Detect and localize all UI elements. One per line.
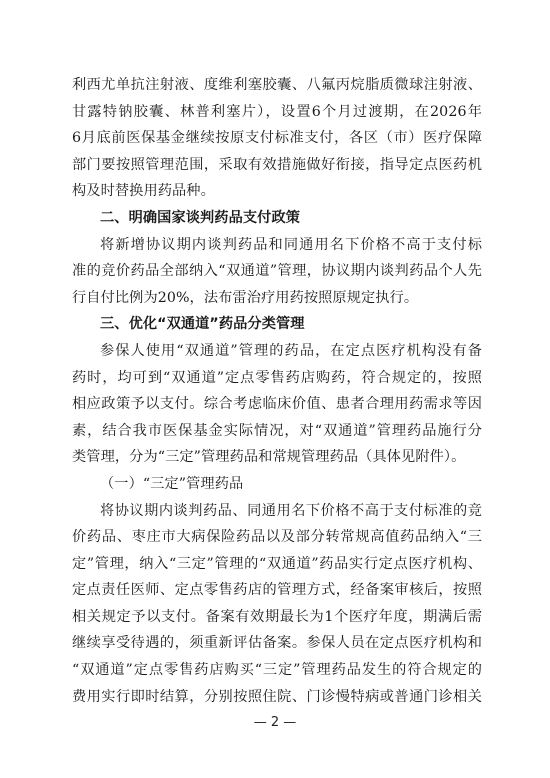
section-heading-3: 三、优化“双通道”药品分类管理: [100, 316, 305, 333]
body-line: 参保人使用“双通道”管理的药品，在定点医疗机构没有备: [100, 342, 482, 359]
body-line: 药时，均可到“双通道”定点零售药店购药，符合规定的，按照: [72, 369, 482, 386]
body-line: 准的竞价药品全部纳入“双通道”管理，协议期内谈判药品个人先: [72, 263, 482, 280]
body-line: 类管理，分为“三定”管理药品和常规管理药品（具体见附件）。: [72, 449, 466, 466]
section-heading-2: 二、明确国家谈判药品支付政策: [100, 209, 301, 226]
document-body: [72, 72, 482, 710]
body-line: 构及时替换用药品种。: [72, 183, 215, 200]
body-line: 定点责任医师、定点零售药店的管理方式，经备案审核后，按照: [72, 582, 482, 599]
body-line: 价药品、枣庄市大病保险药品以及部分转常规高值药品纳入“三: [72, 529, 482, 546]
body-line: 行自付比例为20%，法布雷治疗用药按照原规定执行。: [72, 289, 419, 306]
body-line: 继续享受待遇的，须重新评估备案。参保人员在定点医疗机构和: [72, 635, 482, 652]
body-line: 相关规定予以支付。备案有效期最长为1个医疗年度，期满后需: [72, 608, 482, 625]
subsection-heading-1: （一）“三定”管理药品: [100, 475, 244, 492]
page-number: — 2 —: [253, 715, 297, 730]
body-line: 6月底前医保基金继续按原支付标准支付，各区（市）医疗保障: [72, 130, 482, 147]
body-line: 甘露特钠胶囊、林普利塞片），设置6个月过渡期，在2026年: [72, 103, 482, 120]
body-line: 利西尤单抗注射液、度维利塞胶囊、八氟丙烷脂质微球注射液、: [72, 77, 482, 93]
body-line: 相应政策予以支付。综合考虑临床价值、患者合理用药需求等因: [72, 396, 482, 413]
body-line: 部门要按照管理范围，采取有效措施做好衔接，指导定点医药机: [72, 156, 482, 173]
body-line: “双通道”定点零售药店购买“三定”管理药品发生的符合规定的: [72, 662, 482, 679]
body-line: 素，结合我市医保基金实际情况，对“双通道”管理药品施行分: [72, 422, 482, 439]
body-line: 将新增协议期内谈判药品和同通用名下价格不高于支付标: [100, 236, 482, 253]
body-line: 定”管理，纳入“三定”管理的“双通道”药品实行定点医疗机构、: [72, 555, 482, 572]
body-line: 将协议期内谈判药品、同通用名下价格不高于支付标准的竞: [100, 502, 482, 519]
body-line: 费用实行即时结算，分别按照住院、门诊慢特病或普通门诊相关: [72, 688, 482, 705]
